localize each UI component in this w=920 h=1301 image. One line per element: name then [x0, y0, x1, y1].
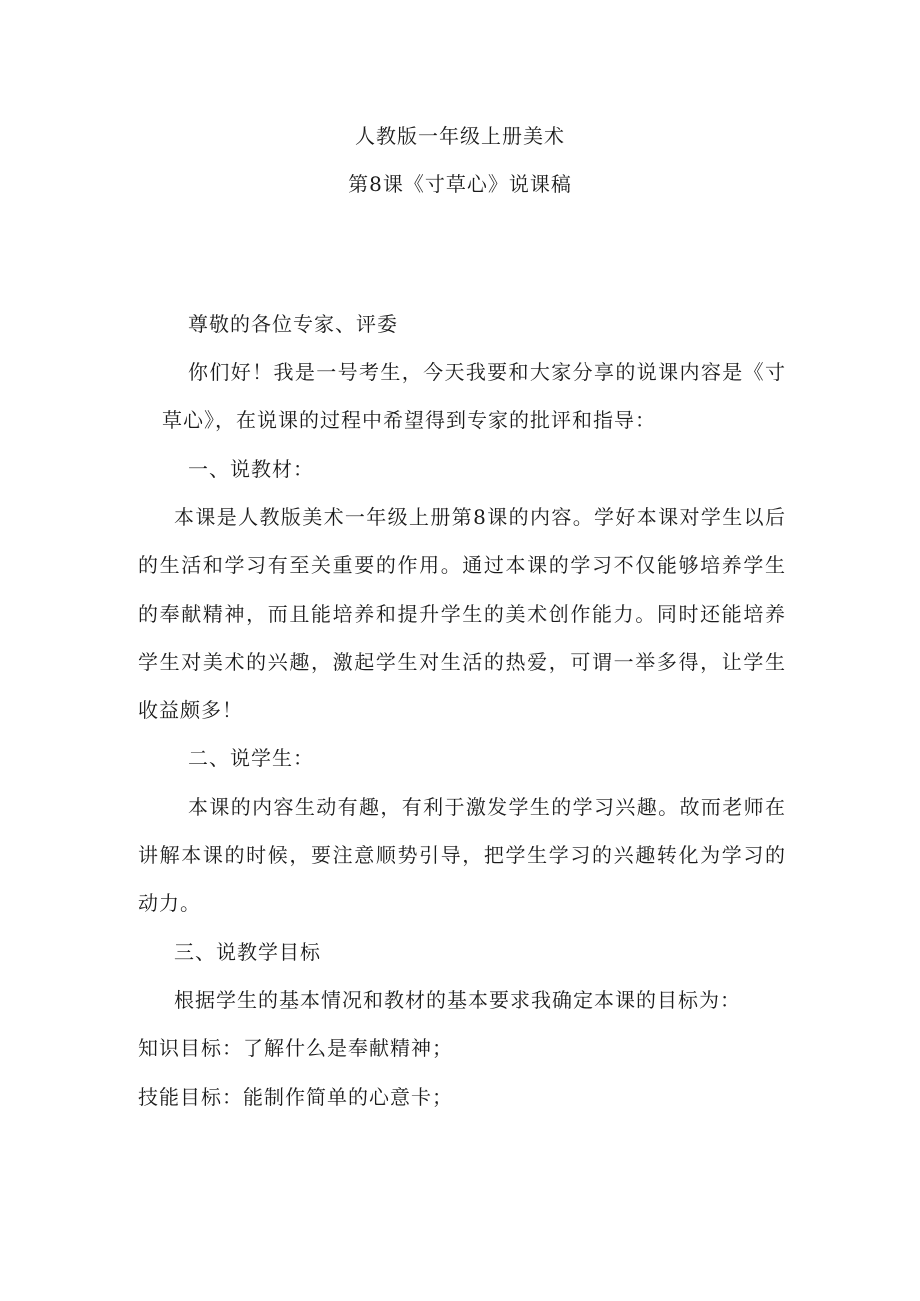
section1-line-1: 本课是人教版美术一年级上册第8课的内容。学好本课对学生以后 [174, 505, 786, 529]
intro-line-2: 草心》，在说课的过程中希望得到专家的批评和指导： [162, 408, 656, 432]
section1-line-4: 学生对美术的兴趣，激起学生对生活的热爱，可谓一举多得，让学生 [138, 650, 786, 674]
intro-line-1: 你们好！我是一号考生，今天我要和大家分享的说课内容是《寸 [188, 360, 786, 384]
document-title-line2: 第8课《寸草心》说课稿 [348, 172, 572, 196]
section2-heading: 二、说学生： [188, 746, 314, 770]
section3-line-2: 知识目标：了解什么是奉献精神； [138, 1036, 453, 1060]
section1-line-5: 收益颇多！ [138, 698, 243, 722]
section3-line-3: 技能目标：能制作简单的心意卡； [138, 1085, 453, 1109]
section2-line-3: 动力。 [138, 891, 201, 915]
section1-line-2: 的生活和学习有至关重要的作用。通过本课的学习不仅能够培养学生 [138, 553, 786, 577]
section1-line-3: 的奉献精神，而且能培养和提升学生的美术创作能力。同时还能培养 [138, 602, 786, 626]
greeting-line: 尊敬的各位专家、评委 [188, 312, 398, 336]
section1-heading: 一、说教材： [188, 457, 314, 481]
section3-line-1: 根据学生的基本情况和教材的基本要求我确定本课的目标为： [174, 988, 741, 1012]
section2-line-1: 本课的内容生动有趣，有利于激发学生的学习兴趣。故而老师在 [188, 795, 786, 819]
section2-line-2: 讲解本课的时候，要注意顺势引导，把学生学习的兴趣转化为学习的 [138, 843, 786, 867]
document-title-line1: 人教版一年级上册美术 [355, 124, 565, 148]
section3-heading: 三、说教学目标 [174, 940, 321, 964]
